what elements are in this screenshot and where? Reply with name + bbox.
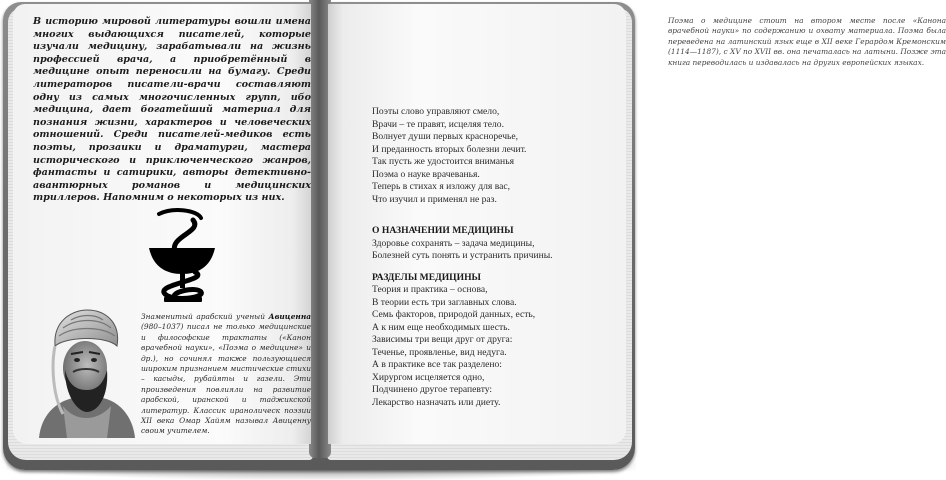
poem-line: Так пусть же удостоится вниманья bbox=[372, 156, 514, 167]
left-page bbox=[13, 4, 311, 444]
poem-line: Теперь в стихах я изложу для вас, bbox=[372, 181, 511, 192]
poem-note: Поэма о медицине стоит на втором месте после «Канона врачебной науки» по содержанию и охвату материала. Поэма была переведена на латинский язык еще в XII веке Герардом Кремонским (1114—1187), с XV по XVII вв. она печаталась на латыни. Позже эта книга переводилась и издавалась на других европейских языках. bbox=[668, 16, 946, 67]
poem-line: Семь факторов, природой данных, есть, bbox=[372, 309, 536, 320]
poem-line: Врачи – те правят, исцеляя тело. bbox=[372, 118, 504, 130]
poem-line: Зависимы три вещи друг от друга: bbox=[372, 334, 513, 345]
poem-line: Теченье, проявленье, вид недуга. bbox=[372, 346, 507, 358]
poem-sections bbox=[372, 225, 622, 409]
caption-name: Авиценна bbox=[268, 312, 311, 321]
poem-line: И преданность вторых болезни лечит. bbox=[372, 143, 527, 155]
poem-intro bbox=[372, 106, 622, 206]
poem-line: Теория и практика – основа, bbox=[372, 284, 488, 295]
caption-intro: Знаменитый арабский ученый bbox=[141, 312, 269, 321]
poem-line: Хирургом исцеляется одно, bbox=[372, 371, 485, 383]
poem-line: Поэты слово управляют смело, bbox=[372, 106, 500, 117]
poem-line: Здоровье сохранять – задача медицины, bbox=[372, 237, 535, 249]
intro-paragraph: В историю мировой литературы вошли имена многих выдающихся писателей, которые изучали медицину, зарабатывали на жизнь профессией врача, а приобретённый в медицине опыт переносили на бумагу. Среди литераторов писатели-врачи составляют одну из самых многочисленных групп, ибо медицина, дает богатейший материал для познания жизни, характеров и человеческих отношений. Среди писателей-медиков есть поэты, прозаики и драматурги, мастера исторического и приключенческого жанров, фантасты и сатирики, авторы детективно-авантюрных романов и медицинских триллеров. Напомним о некоторых из них. bbox=[33, 16, 311, 204]
poem-line: В теории есть три заглавных слова. bbox=[372, 296, 517, 308]
poem-line: Что изучил и применял не раз. bbox=[372, 193, 497, 205]
poem-line: Поэма о науке врачеванья. bbox=[372, 168, 480, 180]
avicenna-portrait bbox=[33, 306, 137, 438]
section-heading-purpose: О НАЗНАЧЕНИИ МЕДИЦИНЫ bbox=[372, 225, 514, 236]
poem-line: А в практике все так разделено: bbox=[372, 359, 502, 370]
avicenna-caption bbox=[141, 312, 311, 437]
bowl-of-hygieia-icon bbox=[147, 208, 217, 303]
poem-line: Лекарство назначать или диету. bbox=[372, 396, 501, 408]
caption-body: (980–1037) писал не только медицинские и философские трактаты («Канон врачебной науки», «Поэма о медицине» и др.), но сочинял также пользующиеся широким признанием мистические стихи – касыды, рубайяты и газели. Эти произведения повлияли на развитие арабской, иранской и таджикской литератур. Классик иранолическ поэзии XII века Омар Хайям называл Авиценну своим учителем. bbox=[141, 322, 311, 436]
poem-line: А к ним еще необходимых шесть. bbox=[372, 321, 510, 333]
poem-line: Болезней суть понять и устранить причины. bbox=[372, 250, 553, 261]
section-heading-branches: РАЗДЕЛЫ МЕДИЦИНЫ bbox=[372, 271, 481, 283]
poem-line: Волнует души первых красноречье, bbox=[372, 131, 519, 142]
poem-line: Подчинено другое терапевту: bbox=[372, 384, 493, 395]
